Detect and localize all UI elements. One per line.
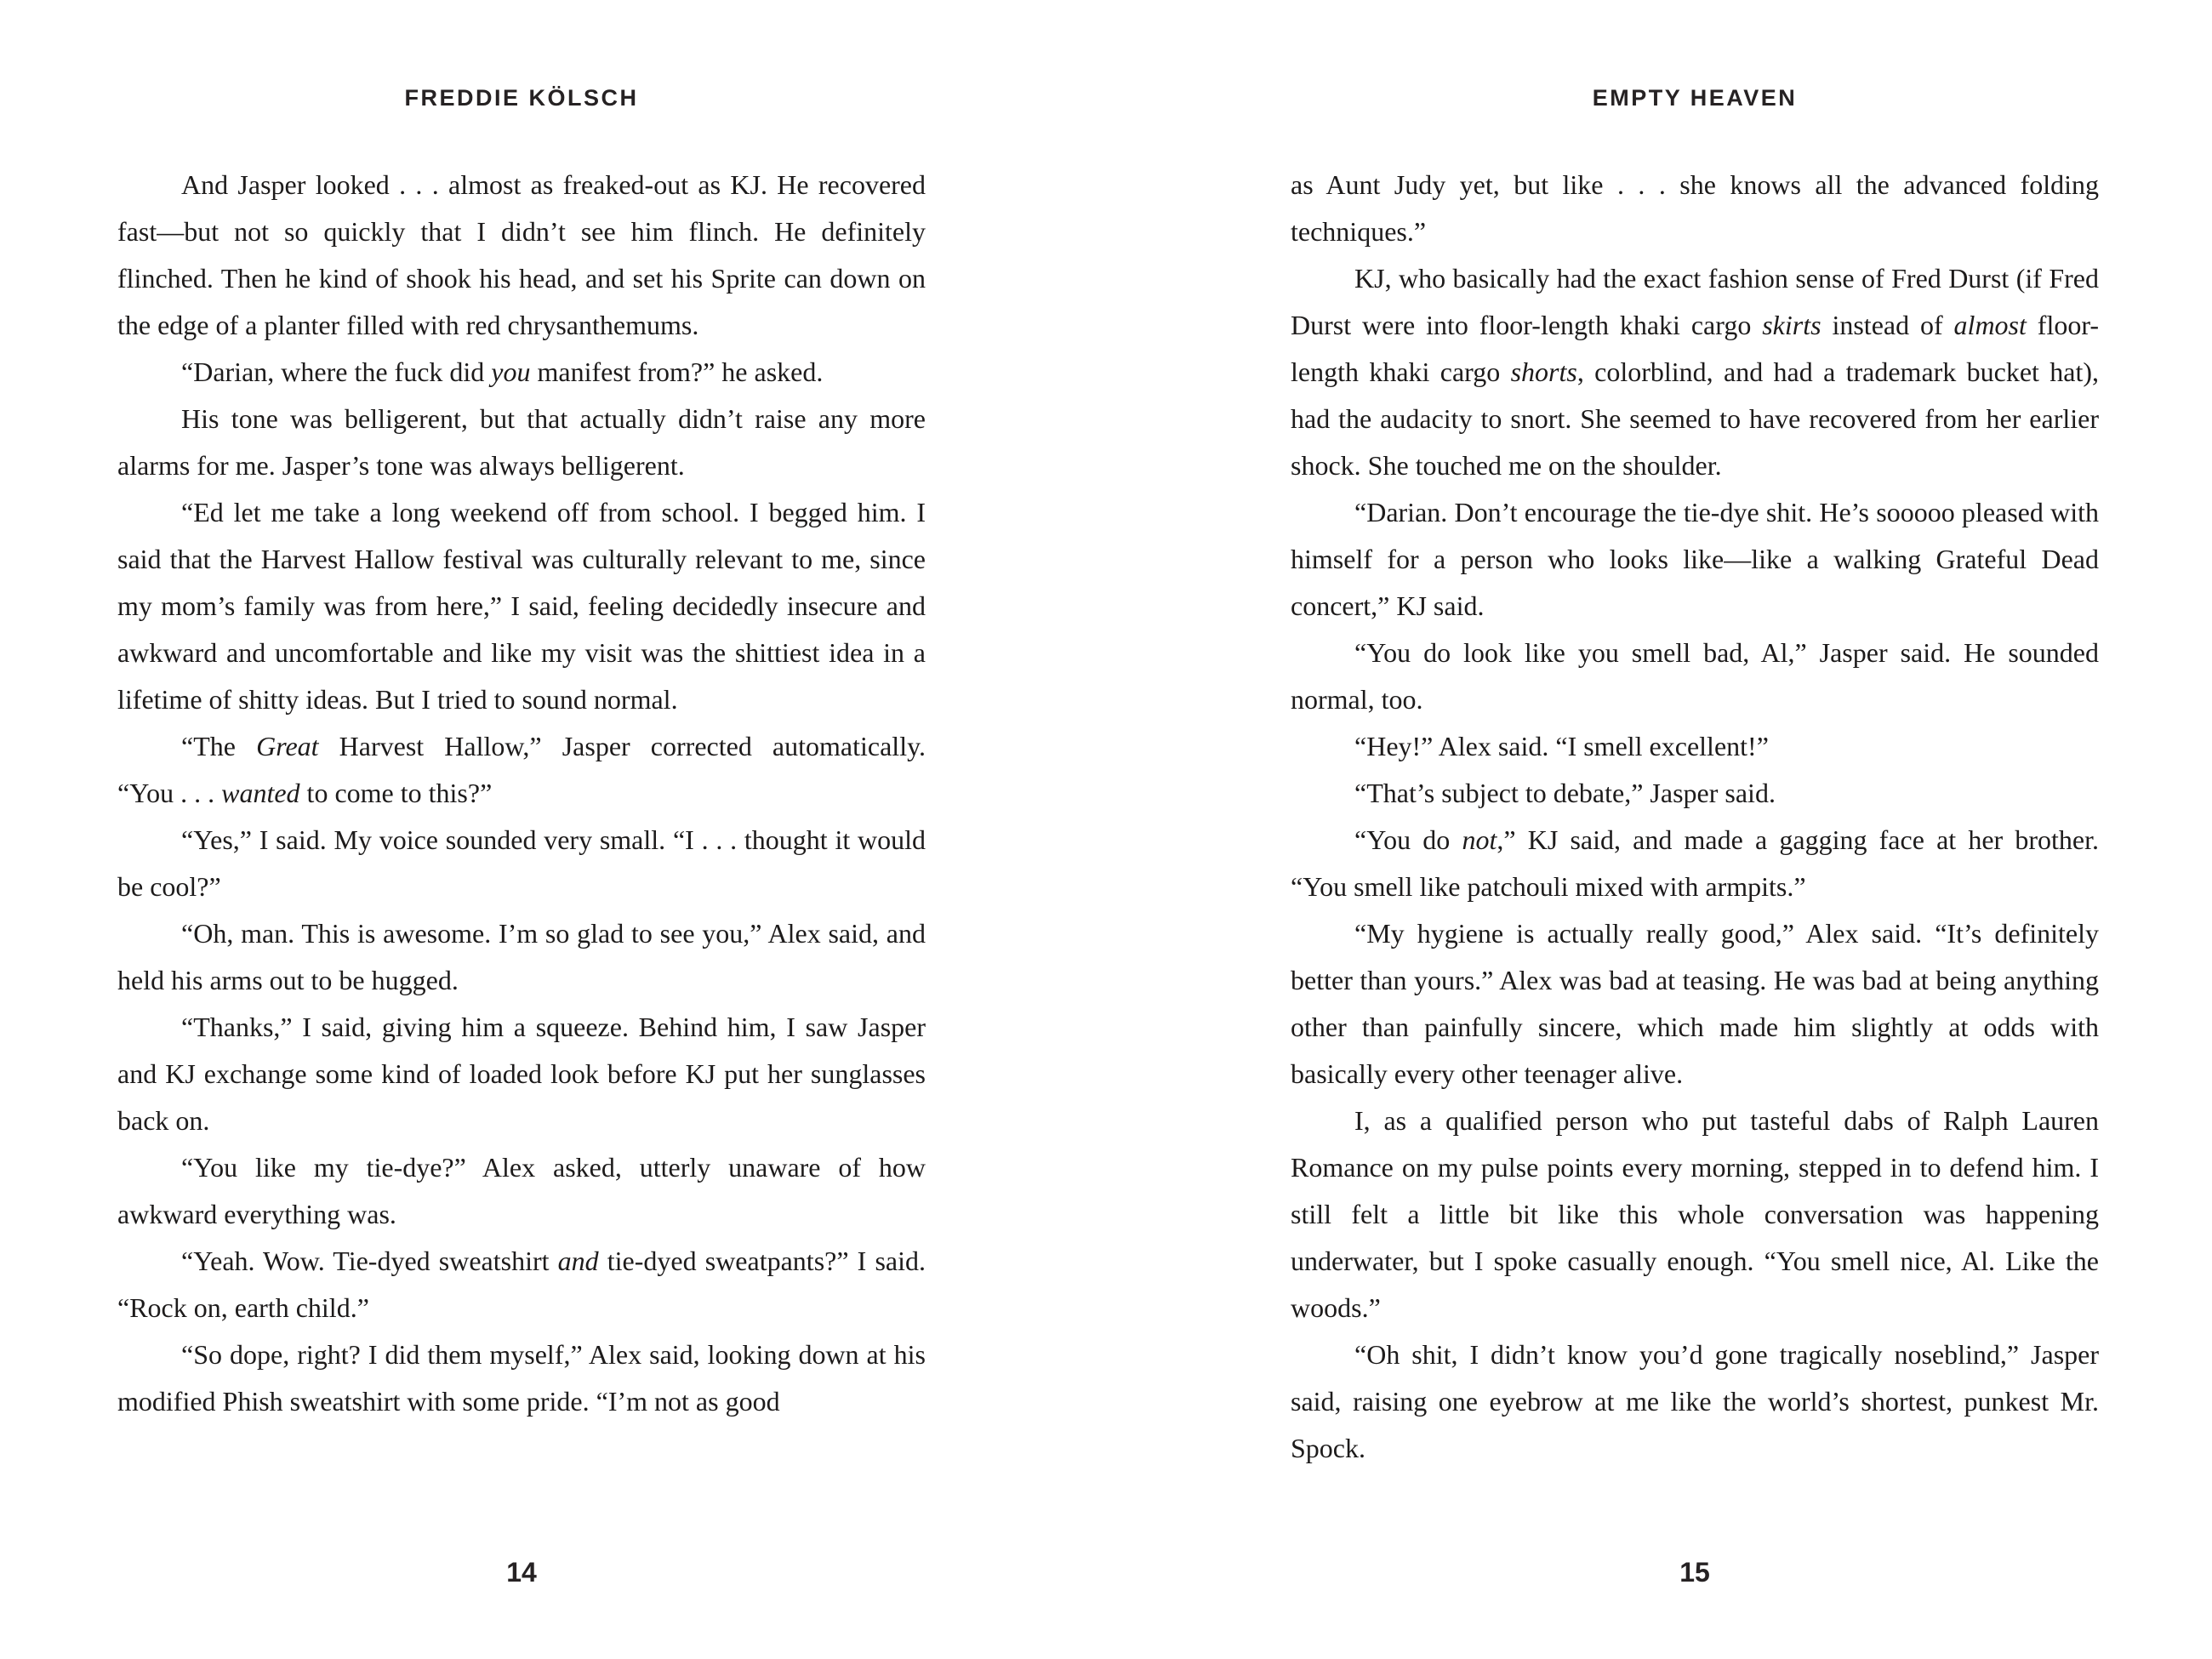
running-header-title: EMPTY HEAVEN: [1592, 85, 1798, 111]
paragraph: “Yes,” I said. My voice sounded very small. “I . . . thought it would be cool?”: [117, 824, 926, 902]
paragraph: “My hygiene is actually really good,” Alex said. “It’s definitely better than yours.” Alex was bad at teasing. He was bad at being anything other than painfully sincere, which made him slightly at odds with basically every other teenager alive.: [1291, 918, 2099, 1089]
paragraph: “Oh, man. This is awesome. I’m so glad to see you,” Alex said, and held his arms out to be hugged.: [117, 918, 926, 995]
page-number-right: 15: [1679, 1557, 1710, 1588]
paragraph: I, as a qualified person who put tasteful dabs of Ralph Lauren Romance on my pulse points every morning, stepped in to defend him. I still felt a little bit like this whole conversation was happening underwater, but I spoke casually enough. “You smell nice, Al. Like the woods.”: [1291, 1105, 2099, 1323]
paragraph: “The Great Harvest Hallow,” Jasper corrected automatically. “You . . . wanted to come to this?”: [117, 731, 926, 808]
page-left-body-text: [117, 162, 926, 1425]
paragraph: “Darian. Don’t encourage the tie-dye shit. He’s sooooo pleased with himself for a person who looks like—like a walking Grateful Dead concert,” KJ said.: [1291, 497, 2099, 621]
paragraph: “You like my tie-dye?” Alex asked, utterly unaware of how awkward everything was.: [117, 1152, 926, 1229]
paragraph: “Oh shit, I didn’t know you’d gone tragically noseblind,” Jasper said, raising one eyebrow at me like the world’s shortest, punkest Mr. Spock.: [1291, 1339, 2099, 1463]
running-header-author: FREDDIE KÖLSCH: [404, 85, 639, 111]
paragraph: “That’s subject to debate,” Jasper said.: [1354, 778, 1776, 808]
paragraph: as Aunt Judy yet, but like . . . she knows all the advanced folding techniques.”: [1291, 169, 2099, 247]
paragraph: “Thanks,” I said, giving him a squeeze. Behind him, I saw Jasper and KJ exchange some kind of loaded look before KJ put her sunglasses back on.: [117, 1012, 926, 1136]
paragraph: “Yeah. Wow. Tie-dyed sweatshirt and tie-dyed sweatpants?” I said. “Rock on, earth child.”: [117, 1246, 926, 1323]
paragraph: “Hey!” Alex said. “I smell excellent!”: [1354, 731, 1769, 761]
page-right: [1291, 0, 2099, 1659]
paragraph: “You do look like you smell bad, Al,” Jasper said. He sounded normal, too.: [1291, 637, 2099, 715]
paragraph: “Darian, where the fuck did you manifest from?” he asked.: [181, 356, 824, 387]
paragraph: KJ, who basically had the exact fashion sense of Fred Durst (if Fred Durst were into floor-length khaki cargo skirts instead of almost floor-length khaki cargo shorts, colorblind, and had a trademark bucket hat), had the audacity to snort. She seemed to have recovered from her earlier shock. She touched me on the shoulder.: [1291, 263, 2099, 481]
paragraph: “Ed let me take a long weekend off from school. I begged him. I said that the Harvest Hallow festival was culturally relevant to me, since my mom’s family was from here,” I said, feeling decidedly insecure and awkward and uncomfortable and like my visit was the shittiest idea in a lifetime of shitty ideas. But I tried to sound normal.: [117, 497, 926, 715]
page-left: [117, 0, 926, 1659]
paragraph: “So dope, right? I did them myself,” Alex said, looking down at his modified Phish sweatshirt with some pride. “I’m not as good: [117, 1339, 926, 1417]
paragraph: “You do not,” KJ said, and made a gagging face at her brother. “You smell like patchouli mixed with armpits.”: [1291, 824, 2099, 902]
paragraph: His tone was belligerent, but that actually didn’t raise any more alarms for me. Jasper’s tone was always belligerent.: [117, 403, 926, 481]
page-right-body-text: [1291, 162, 2099, 1472]
paragraph: And Jasper looked . . . almost as freaked-out as KJ. He recovered fast—but not so quickly that I didn’t see him flinch. He definitely flinched. Then he kind of shook his head, and set his Sprite can down on the edge of a planter filled with red chrysanthemums.: [117, 169, 926, 340]
page-number-left: 14: [506, 1557, 537, 1588]
